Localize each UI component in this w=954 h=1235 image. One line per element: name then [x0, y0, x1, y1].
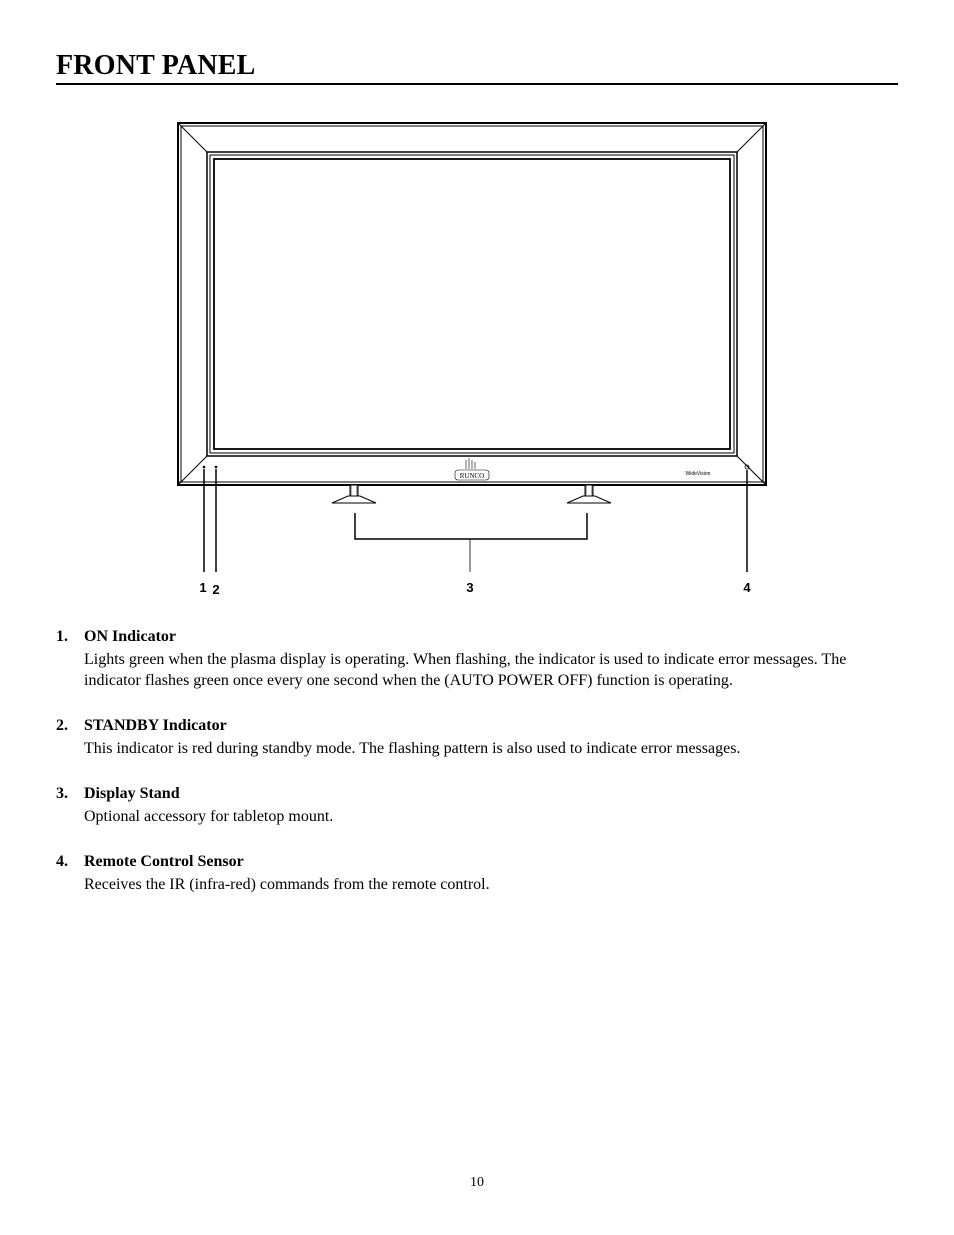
widevision-brand: WideVision — [685, 471, 711, 477]
svg-text:RUNCO: RUNCO — [459, 472, 485, 480]
title-divider — [56, 83, 898, 85]
item-description: Receives the IR (infra-red) commands from the remote control. — [84, 876, 490, 893]
list-item — [56, 715, 896, 759]
callout-bracket-3 — [355, 513, 587, 539]
item-number: 2. — [56, 717, 68, 734]
item-title: ON Indicator — [84, 628, 176, 645]
screen-frame — [207, 152, 737, 456]
display-stand-left — [332, 485, 376, 503]
item-description: Lights green when the plasma display is operating. When flashing, the indicator is used to indicate error messages. The indicator flashes green once every one second when the (AUTO POWER OFF) function is operating. — [84, 651, 847, 689]
on-indicator-light — [203, 466, 206, 469]
item-title: STANDBY Indicator — [84, 717, 227, 734]
runco-logo — [455, 458, 489, 480]
item-description: This indicator is red during standby mode. The flashing pattern is also used to indicate error messages. — [84, 740, 741, 757]
screen-area — [214, 159, 730, 449]
list-item — [56, 626, 896, 691]
bevel-corner-top-left — [178, 123, 207, 152]
item-number: 3. — [56, 785, 68, 802]
page-number: 10 — [470, 1175, 484, 1190]
callout-label-4: 4 — [743, 580, 751, 595]
display-outer-bezel — [178, 123, 766, 485]
item-description: Optional accessory for tabletop mount. — [84, 808, 334, 825]
item-title: Display Stand — [84, 785, 180, 802]
display-stand-right — [567, 485, 611, 503]
display-inner-bezel-edge — [181, 126, 763, 482]
callout-label-3: 3 — [466, 580, 474, 595]
callout-label-1: 1 — [199, 580, 207, 595]
list-item — [56, 783, 896, 827]
front-panel-diagram — [170, 115, 780, 610]
bevel-corner-bottom-left — [178, 456, 207, 485]
bevel-corner-top-right — [737, 123, 766, 152]
list-item — [56, 851, 896, 895]
screen-frame-inner — [210, 155, 734, 453]
standby-indicator-light — [215, 466, 218, 469]
plasma-display-illustration — [178, 123, 766, 485]
page-title: FRONT PANEL — [56, 50, 256, 81]
item-title: Remote Control Sensor — [84, 853, 244, 870]
bevel-corner-bottom-right — [737, 456, 766, 485]
item-number: 4. — [56, 853, 68, 870]
front-panel-item-list — [56, 626, 896, 919]
item-number: 1. — [56, 628, 68, 645]
callout-label-2: 2 — [212, 582, 220, 597]
